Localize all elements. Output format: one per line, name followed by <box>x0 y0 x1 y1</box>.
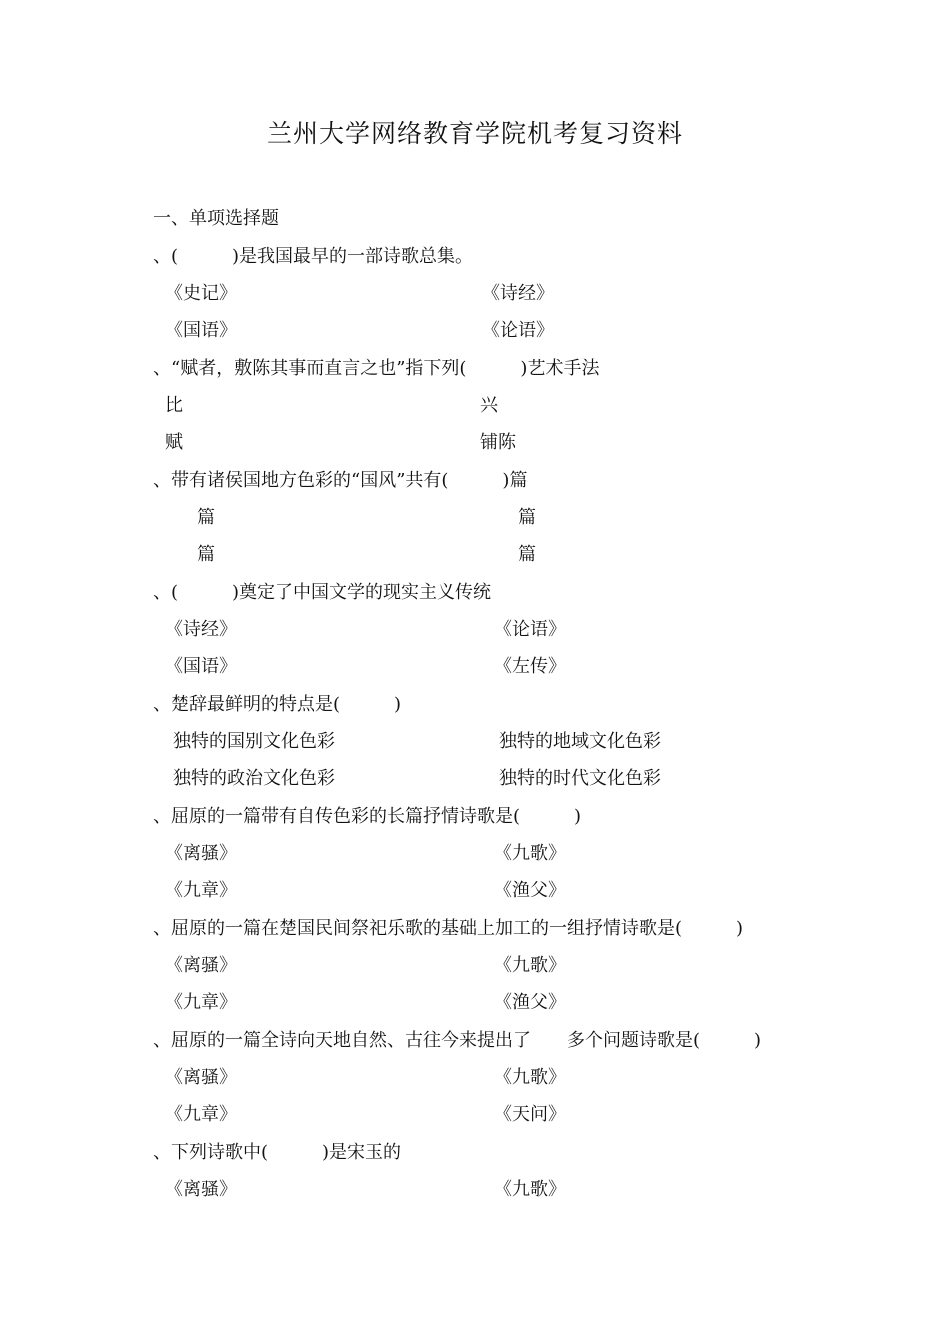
q2-option-d: 铺陈 <box>480 432 516 453</box>
q7-option-b: 《九歌》 <box>494 955 566 976</box>
q6-option-c: 《九章》 <box>165 880 237 901</box>
page-title: 兰州大学网络教育学院机考复习资料 <box>266 119 683 148</box>
q5-option-c: 独特的政治文化色彩 <box>173 768 335 789</box>
q4-option-c: 《国语》 <box>165 656 237 677</box>
q5-option-a: 独特的国别文化色彩 <box>173 731 335 752</box>
q4-option-b: 《论语》 <box>494 619 566 640</box>
q3-option-d: 篇 <box>518 544 536 565</box>
q4-option-a: 《诗经》 <box>165 619 237 640</box>
q3-option-c: 篇 <box>197 544 215 565</box>
q8-option-a: 《离骚》 <box>165 1067 237 1088</box>
question-9-stem: 、下列诗歌中( )是宋玉的 <box>153 1142 402 1163</box>
q3-option-b: 篇 <box>518 507 536 528</box>
question-5-stem: 、楚辞最鲜明的特点是( ) <box>153 694 402 715</box>
q8-option-d: 《天问》 <box>494 1104 566 1125</box>
q3-option-a: 篇 <box>197 507 215 528</box>
q2-option-b: 兴 <box>480 395 498 416</box>
q9-option-a: 《离骚》 <box>165 1179 237 1200</box>
question-4-stem: 、( )奠定了中国文学的现实主义传统 <box>153 582 492 603</box>
question-1-stem: 、( )是我国最早的一部诗歌总集。 <box>153 246 474 267</box>
q1-option-b: 《诗经》 <box>482 283 554 304</box>
question-8-stem: 、屈原的一篇全诗向天地自然、古往今来提出了 多个问题诗歌是( ) <box>153 1030 762 1051</box>
q8-option-c: 《九章》 <box>165 1104 237 1125</box>
q9-option-b: 《九歌》 <box>494 1179 566 1200</box>
q5-option-d: 独特的时代文化色彩 <box>499 768 661 789</box>
question-7-stem: 、屈原的一篇在楚国民间祭祀乐歌的基础上加工的一组抒情诗歌是( ) <box>153 918 744 939</box>
q5-option-b: 独特的地域文化色彩 <box>499 731 661 752</box>
q1-option-c: 《国语》 <box>165 320 237 341</box>
q2-option-c: 赋 <box>165 432 183 453</box>
q4-option-d: 《左传》 <box>494 656 566 677</box>
question-2-stem: 、“赋者，敷陈其事而直言之也”指下列( )艺术手法 <box>153 358 600 379</box>
section-heading: 一、单项选择题 <box>153 208 279 229</box>
q7-option-d: 《渔父》 <box>494 992 566 1013</box>
q8-option-b: 《九歌》 <box>494 1067 566 1088</box>
question-3-stem: 、带有诸侯国地方色彩的“国风”共有( )篇 <box>153 470 528 491</box>
q2-option-a: 比 <box>165 395 183 416</box>
q1-option-a: 《史记》 <box>165 283 237 304</box>
question-6-stem: 、屈原的一篇带有自传色彩的长篇抒情诗歌是( ) <box>153 806 582 827</box>
q7-option-c: 《九章》 <box>165 992 237 1013</box>
q6-option-d: 《渔父》 <box>494 880 566 901</box>
q7-option-a: 《离骚》 <box>165 955 237 976</box>
q6-option-b: 《九歌》 <box>494 843 566 864</box>
q6-option-a: 《离骚》 <box>165 843 237 864</box>
q1-option-d: 《论语》 <box>482 320 554 341</box>
